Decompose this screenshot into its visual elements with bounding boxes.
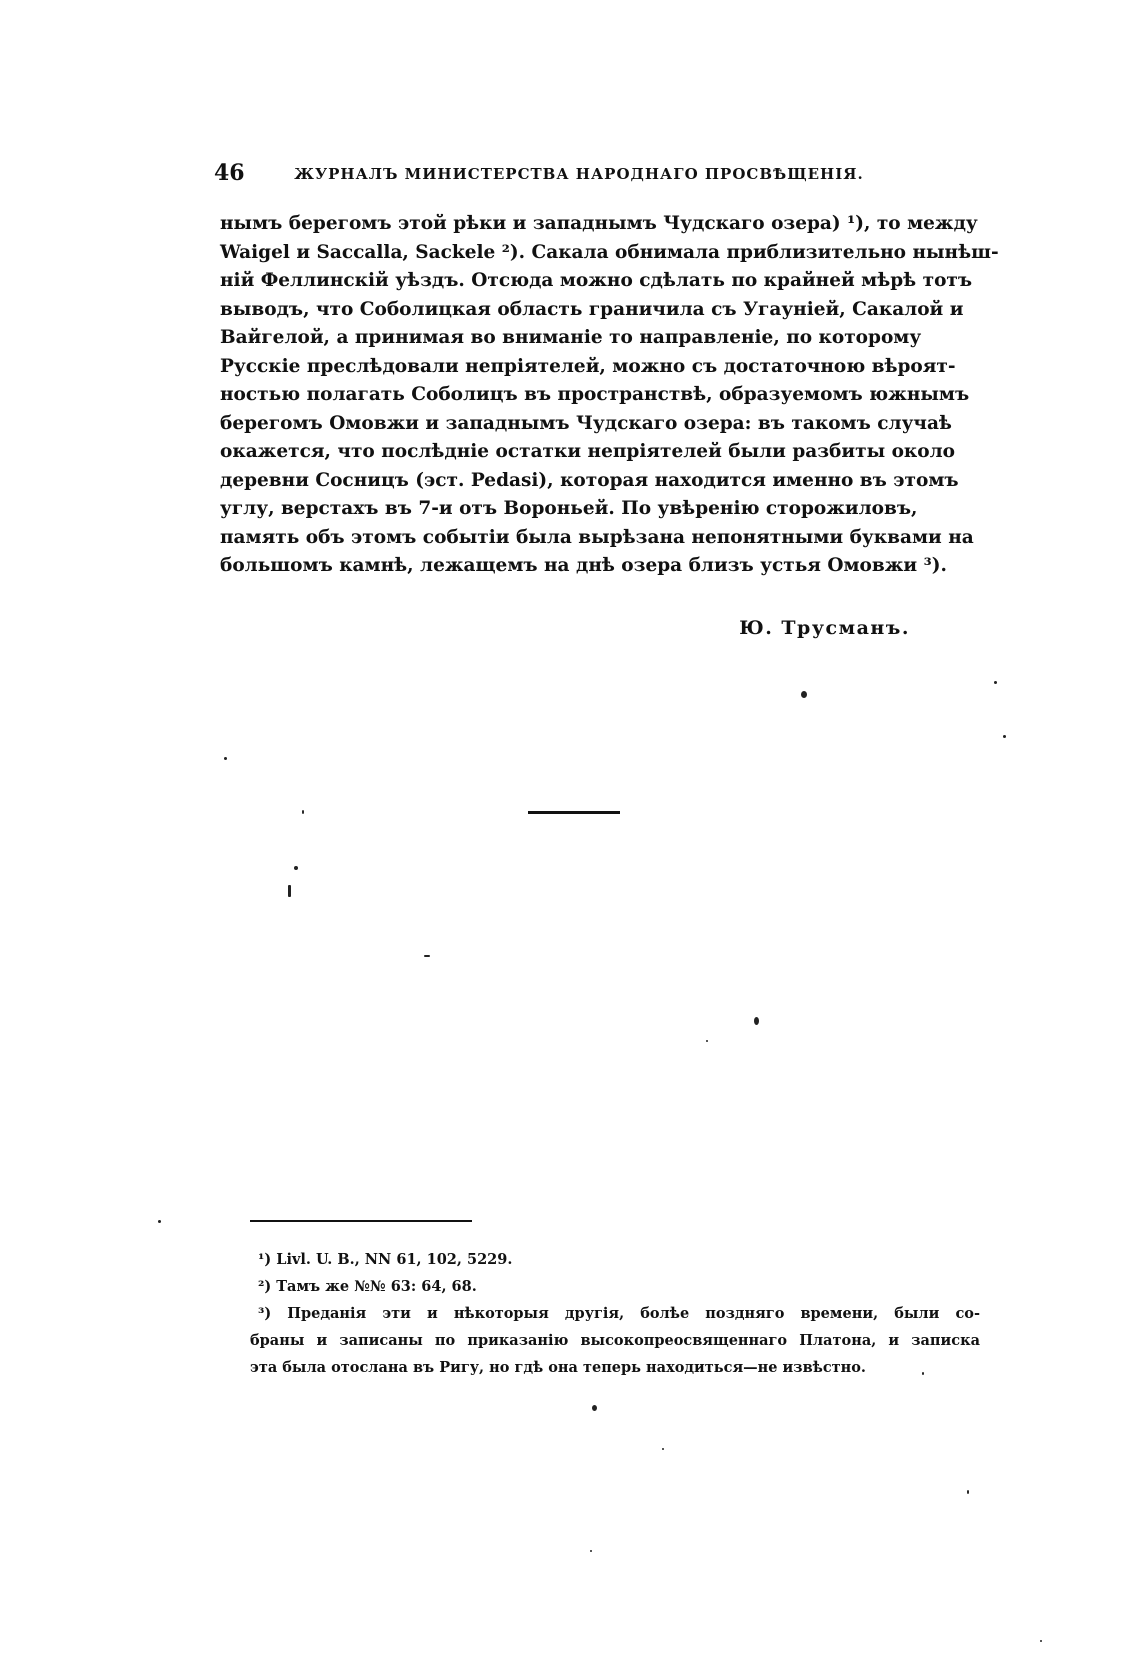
body-line: деревни Сосницъ (эст. Pedasi), которая находится именно въ этомъ xyxy=(220,469,959,491)
body-text xyxy=(220,210,999,581)
scan-speck xyxy=(801,691,807,698)
scan-speck xyxy=(922,1372,924,1375)
scan-speck xyxy=(1040,1640,1042,1642)
body-line: память объ этомъ событіи была вырѣзана непонятными буквами на xyxy=(220,526,974,548)
footnote-2: ²) Тамъ же №№ 63: 64, 68. xyxy=(258,1278,477,1295)
footnote-3-continued: эта была отослана въ Ригу, но гдѣ она теперь находиться—не извѣстно. xyxy=(250,1359,866,1376)
scan-speck xyxy=(590,1550,592,1552)
page-number: 46 xyxy=(214,160,245,186)
body-line: углу, верстахъ въ 7-и отъ Вороньей. По увѣренію сторожиловъ, xyxy=(220,498,918,519)
body-line: ностью полагать Соболицъ въ пространствѣ, образуемомъ южнымъ xyxy=(220,384,970,405)
scan-speck xyxy=(754,1017,759,1025)
footnotes xyxy=(250,1246,980,1381)
footnote-rule xyxy=(250,1220,472,1222)
section-separator xyxy=(528,811,620,814)
footnote-3-continued: браны и записаны по приказанію высокопреосвященнаго Платона, и записка xyxy=(250,1332,980,1349)
body-line: большомъ камнѣ, лежащемъ на днѣ озера близъ устья Омовжи ³). xyxy=(220,555,947,576)
author-signature: Ю. Трусманъ. xyxy=(739,617,910,639)
scan-speck xyxy=(967,1490,969,1494)
scan-speck xyxy=(994,681,997,684)
scan-speck xyxy=(288,885,291,897)
body-line: окажется, что послѣдніе остатки непріятелей были разбиты около xyxy=(220,441,955,462)
body-line: Русскіе преслѣдовали непріятелей, можно съ достаточною вѣроят- xyxy=(220,355,956,377)
scan-speck xyxy=(1003,735,1006,738)
body-line: берегомъ Омовжи и западнымъ Чудскаго озера: въ такомъ случаѣ xyxy=(220,412,952,434)
body-line: ній Феллинскій уѣздъ. Отсюда можно сдѣлать по крайней мѣрѣ тотъ xyxy=(220,270,973,291)
scan-speck xyxy=(706,1040,708,1042)
footnote-1: ¹) Livl. U. B., NN 61, 102, 5229. xyxy=(258,1251,513,1268)
body-line: нымъ берегомъ этой рѣки и западнымъ Чудскаго озера) ¹), то между xyxy=(220,213,978,234)
scan-speck xyxy=(592,1405,597,1411)
body-line: выводъ, что Соболицкая область граничила съ Угауніей, Сакалой и xyxy=(220,298,964,320)
body-line: Вайгелой, а принимая во вниманіе то направленіе, по которому xyxy=(220,327,922,348)
scan-speck xyxy=(224,757,227,760)
running-title: ЖУРНАЛЪ МИНИСТЕРСТВА НАРОДНАГО ПРОСВѢЩЕНІЯ. xyxy=(294,165,864,183)
scan-speck xyxy=(302,810,304,814)
scan-speck xyxy=(294,866,298,870)
scan-speck xyxy=(662,1448,664,1450)
body-line: Waigel и Saccalla, Sackele ²). Сакала обнимала приблизительно нынѣш- xyxy=(220,241,999,263)
footnote-3: ³) Преданія эти и нѣкоторыя другія, болѣе поздняго времени, были со- xyxy=(258,1305,980,1322)
scan-speck xyxy=(424,955,430,957)
scan-speck xyxy=(158,1220,161,1223)
page-header xyxy=(214,160,914,190)
